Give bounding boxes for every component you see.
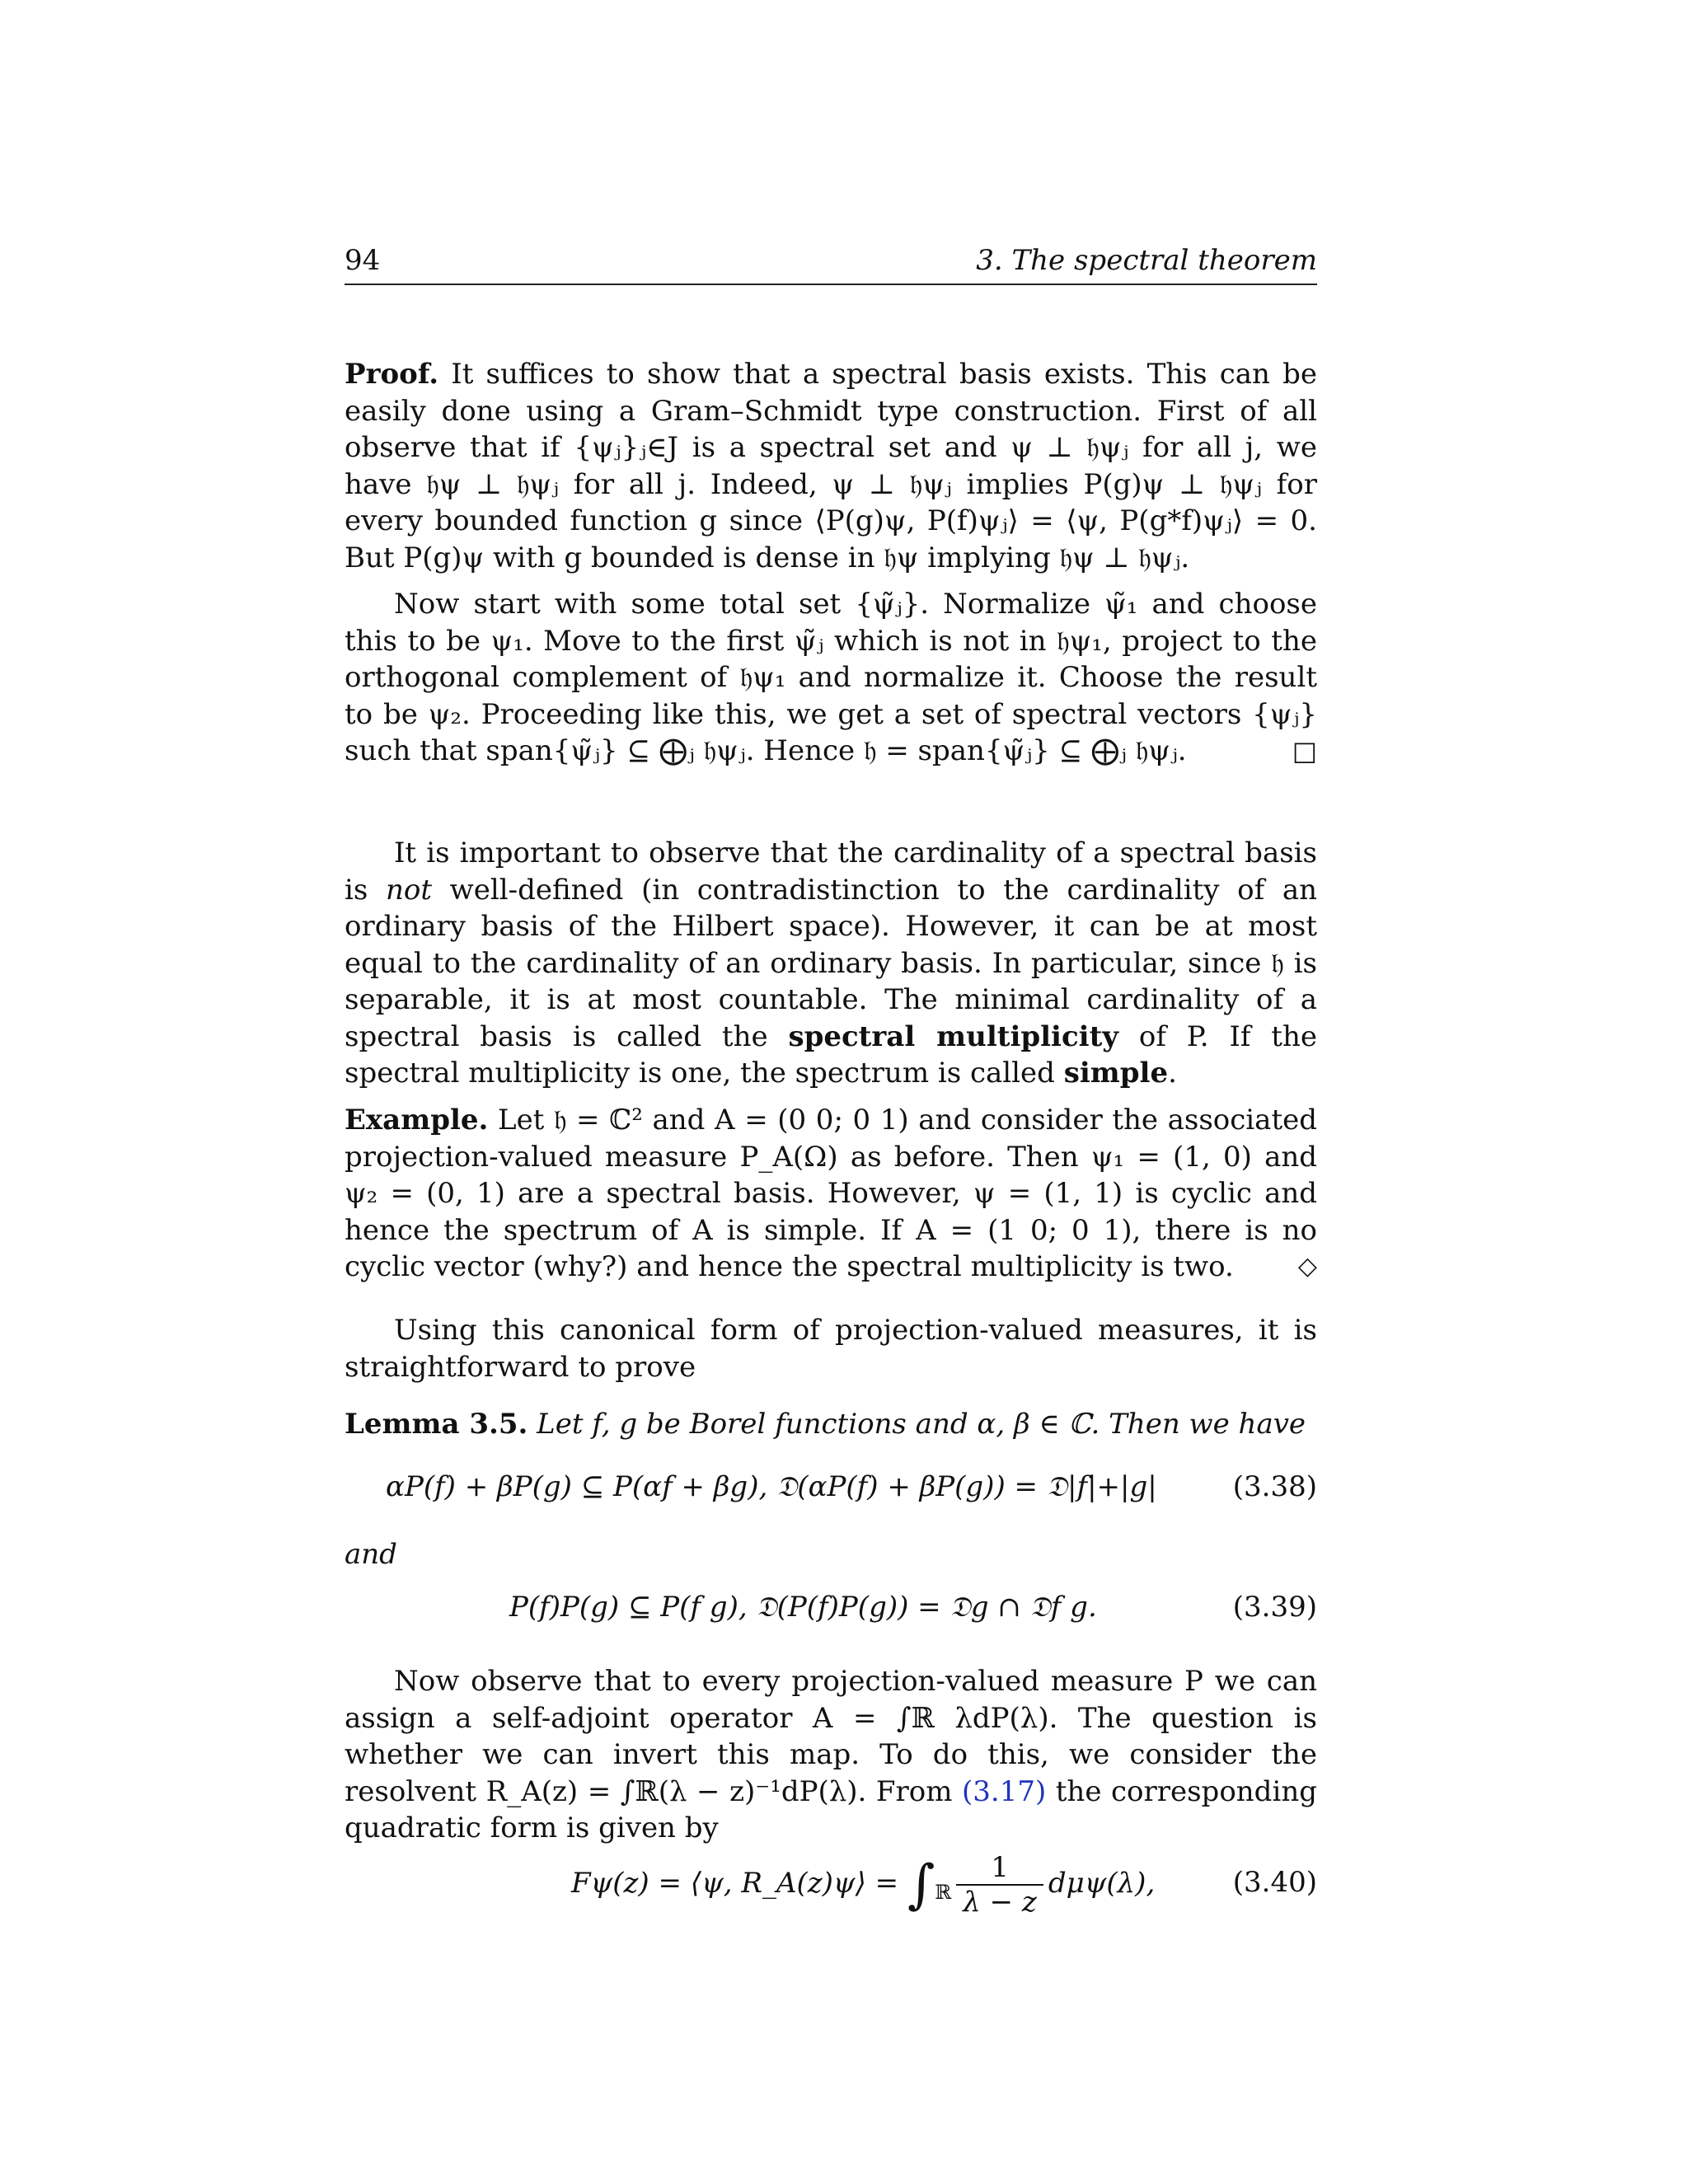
page-number: 94: [345, 244, 381, 277]
proof-paragraph-1: [345, 356, 1317, 576]
reference-link-3-17[interactable]: (3.17): [961, 1774, 1047, 1808]
equation-3-39: P(f)P(g) ⊆ P(f g), 𝔇(P(f)P(g)) = 𝔇g ∩ 𝔇f g. (3.39): [509, 1591, 1317, 1624]
equation-3-38: αP(f) + βP(g) ⊆ P(αf + βg), 𝔇(αP(f) + βP(g)) = 𝔇|f|+|g| (3.38): [386, 1470, 1317, 1503]
term-simple: simple: [1063, 1057, 1169, 1090]
page-header: [345, 244, 1317, 285]
qed-symbol: □: [1292, 735, 1317, 766]
and-word: and: [345, 1538, 397, 1571]
proof-block: [345, 356, 1317, 770]
lemma-statement: Let f, g be Borel functions and α, β ∈ ℂ. Then we have: [537, 1408, 1306, 1441]
canonical-paragraph: Using this canonical form of projection-valued measures, it is straightforward to prove: [345, 1314, 1317, 1384]
example-text: Let 𝔥 = ℂ² and A = (0 0; 0 1) and consider the associated projection-valued measure P_A(Ω) as before. Then ψ₁ = (1, 0) and ψ₂ = (0, 1) are a spectral basis. However, ψ = (1, 1) is cyclic and hence the spectrum of A is simple. If A = (1 0; 0 1), there is no cyclic vector (why?) and hence the spectral multiplicity is two.: [345, 1104, 1317, 1283]
example-block: [345, 1102, 1317, 1286]
proof-label: Proof.: [345, 358, 439, 391]
lemma-label: Lemma 3.5.: [345, 1408, 528, 1441]
lemma-block: [345, 1406, 1317, 1443]
term-spectral-multiplicity: spectral multiplicity: [788, 1019, 1119, 1053]
chapter-title: 3. The spectral theorem: [976, 244, 1317, 277]
example-end-mark: ◇: [1297, 1252, 1317, 1281]
example-label: Example.: [345, 1104, 489, 1137]
resolvent-paragraph: Now observe that to every projection-valued measure P we can assign a self-adjoint operator A = ∫ℝ λdP(λ). The question is whether we can invert this map. To do this, we consider the resolvent R_A(z) = ∫ℝ(λ − z)⁻¹dP(λ). From (3.17) the corresponding quadratic form is given by: [345, 1665, 1317, 1844]
emphasis-not: not: [385, 873, 432, 907]
proof-text-2: Now start with some total set {ψ̃ⱼ}. Normalize ψ̃₁ and choose this to be ψ₁. Move to the first ψ̃ⱼ which is not in 𝔥ψ₁, project to the orthogonal complement of 𝔥ψ₁ and normalize it. Choose the result to be ψ₂. Proceeding like this, we get a set of spectral vectors {ψⱼ} such that span{ψ̃ⱼ} ⊆ ⨁ⱼ 𝔥ψⱼ. Hence 𝔥 = span{ψ̃ⱼ} ⊆ ⨁ⱼ 𝔥ψⱼ.: [345, 588, 1317, 767]
equation-label-3-38: (3.38): [1232, 1470, 1317, 1503]
integral-sign: ∫: [907, 1854, 935, 1915]
fraction: $\frac{1}{\lambda - z}$: [956, 1851, 1043, 1919]
equation-label-3-40: (3.40): [1232, 1866, 1317, 1899]
proof-paragraph-2: [345, 586, 1317, 770]
proof-text-1: It suffices to show that a spectral basis exists. This can be easily done using a Gram–Schmidt type construction. First of all observe that if {ψⱼ}ⱼ∈J is a spectral set and ψ ⊥ 𝔥ψⱼ for all j, we have 𝔥ψ ⊥ 𝔥ψⱼ for all j. Indeed, ψ ⊥ 𝔥ψⱼ implies P(g)ψ ⊥ 𝔥ψⱼ for every bounded function g since ⟨P(g)ψ, P(f)ψⱼ⟩ = ⟨ψ, P(g*f)ψⱼ⟩ = 0. But P(g)ψ with g bounded is dense in 𝔥ψ implying 𝔥ψ ⊥ 𝔥ψⱼ.: [345, 358, 1317, 574]
equation-label-3-39: (3.39): [1232, 1591, 1317, 1624]
equation-3-40: Fψ(z) = ⟨ψ, R_A(z)ψ⟩ = $\int_ℝ$ $\frac{1}{\lambda - z}$ dμψ(λ), (3.40): [571, 1851, 1317, 1919]
multiplicity-paragraph: It is important to observe that the cardinality of a spectral basis is not well-defined (in contradistinction to the cardinality of an ordinary basis of the Hilbert space). However, it can be at most equal to the cardinality of an ordinary basis. In particular, since 𝔥 is separable, it is at most countable. The minimal cardinality of a spectral basis is called the spectral multiplicity of P. If the spectral multiplicity is one, the spectrum is called simple.: [345, 837, 1317, 1090]
